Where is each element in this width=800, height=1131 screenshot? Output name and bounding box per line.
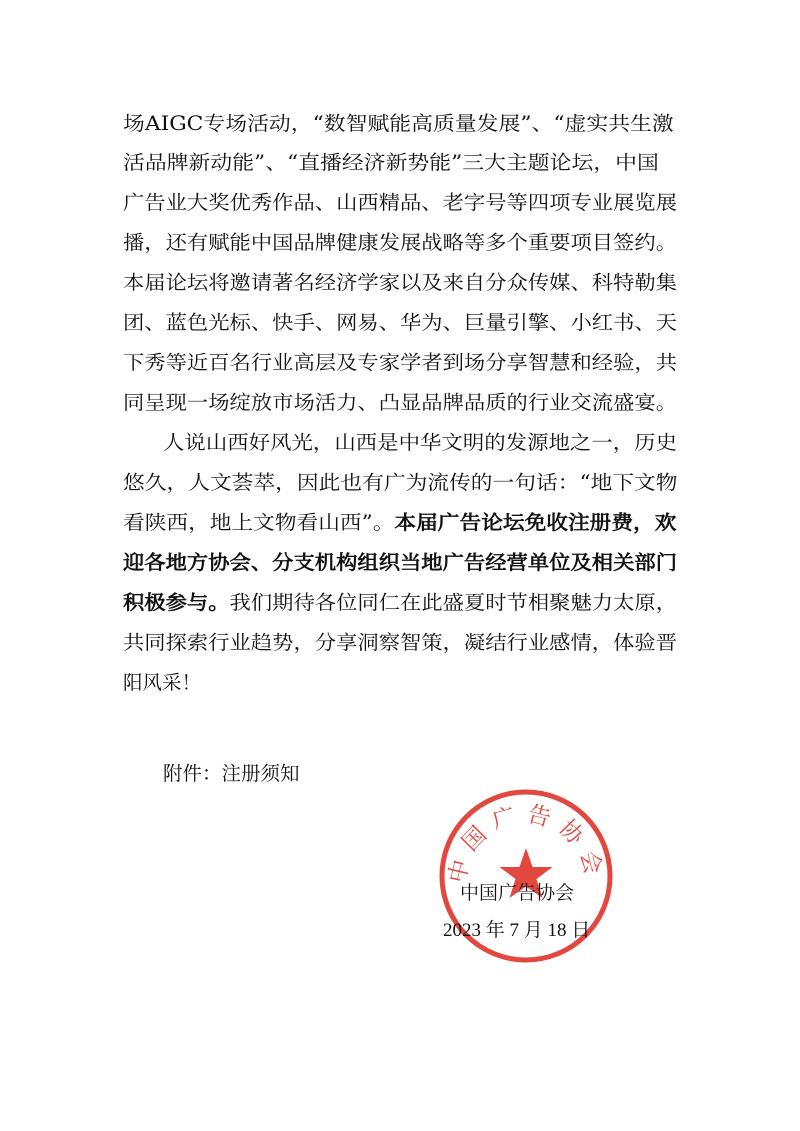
paragraph-1-line-6: 团、蓝色光标、快手、网易、华为、巨量引擎、小红书、天 — [123, 311, 678, 334]
paragraph-2-line-6: 共同探索行业趋势，分享洞察智策，凝结行业感情，体验晋 — [123, 631, 678, 654]
paragraph-2-line-1: 人说山西好风光，山西是中华文明的发源地之一，历史 — [163, 431, 678, 454]
paragraph-1-line-4: 播，还有赋能中国品牌健康发展战略等多个重要项目签约。 — [123, 231, 678, 254]
paragraph-2-line-3-normal: 看陕西，地上文物看山西”。 — [123, 511, 395, 534]
paragraph-1-line-5: 本届论坛将邀请著名经济学家以及来自分众传媒、科特勒集 — [123, 271, 678, 294]
paragraph-1-line-3: 广告业大奖优秀作品、山西精品、老字号等四项专业展览展 — [123, 191, 678, 214]
paragraph-2-line-5-normal: 我们期待各位同仁在此盛夏时节相聚魅力太原， — [229, 591, 678, 614]
paragraph-1-line-2: 活品牌新动能”、“直播经济新势能”三大主题论坛，中国 — [123, 151, 659, 174]
paragraph-2-line-5-bold: 积极参与。 — [123, 591, 230, 614]
signature-date: 2023 年 7 月 18 日 — [443, 920, 591, 941]
seal-text: 中国广告协会 — [444, 801, 608, 886]
paragraph-2-line-7: 阳风采！ — [123, 671, 202, 694]
attachment-note: 附件：注册须知 — [163, 762, 300, 785]
paragraph-1-line-7: 下秀等近百名行业高层及专家学者到场分享智慧和经验，共 — [123, 351, 678, 374]
paragraph-2-line-2: 悠久，人文荟萃，因此也有广为流传的一句话：“地下文物 — [123, 471, 678, 494]
paragraph-1-line-1: 场AIGC专场活动，“数智赋能高质量发展”、“虚实共生激 — [123, 112, 674, 135]
paragraph-1-line-8: 同呈现一场绽放市场活力、凸显品牌品质的行业交流盛宴。 — [123, 391, 678, 414]
paragraph-2-line-5 — [123, 593, 677, 613]
paragraph-2-line-4: 迎各地方协会、分支机构组织当地广告经营单位及相关部门 — [123, 551, 678, 574]
signature-organization: 中国广告协会 — [460, 882, 575, 904]
paragraph-2-line-3 — [123, 513, 676, 533]
paragraph-2-line-3-bold: 本届广告论坛免收注册费，欢 — [394, 511, 677, 534]
